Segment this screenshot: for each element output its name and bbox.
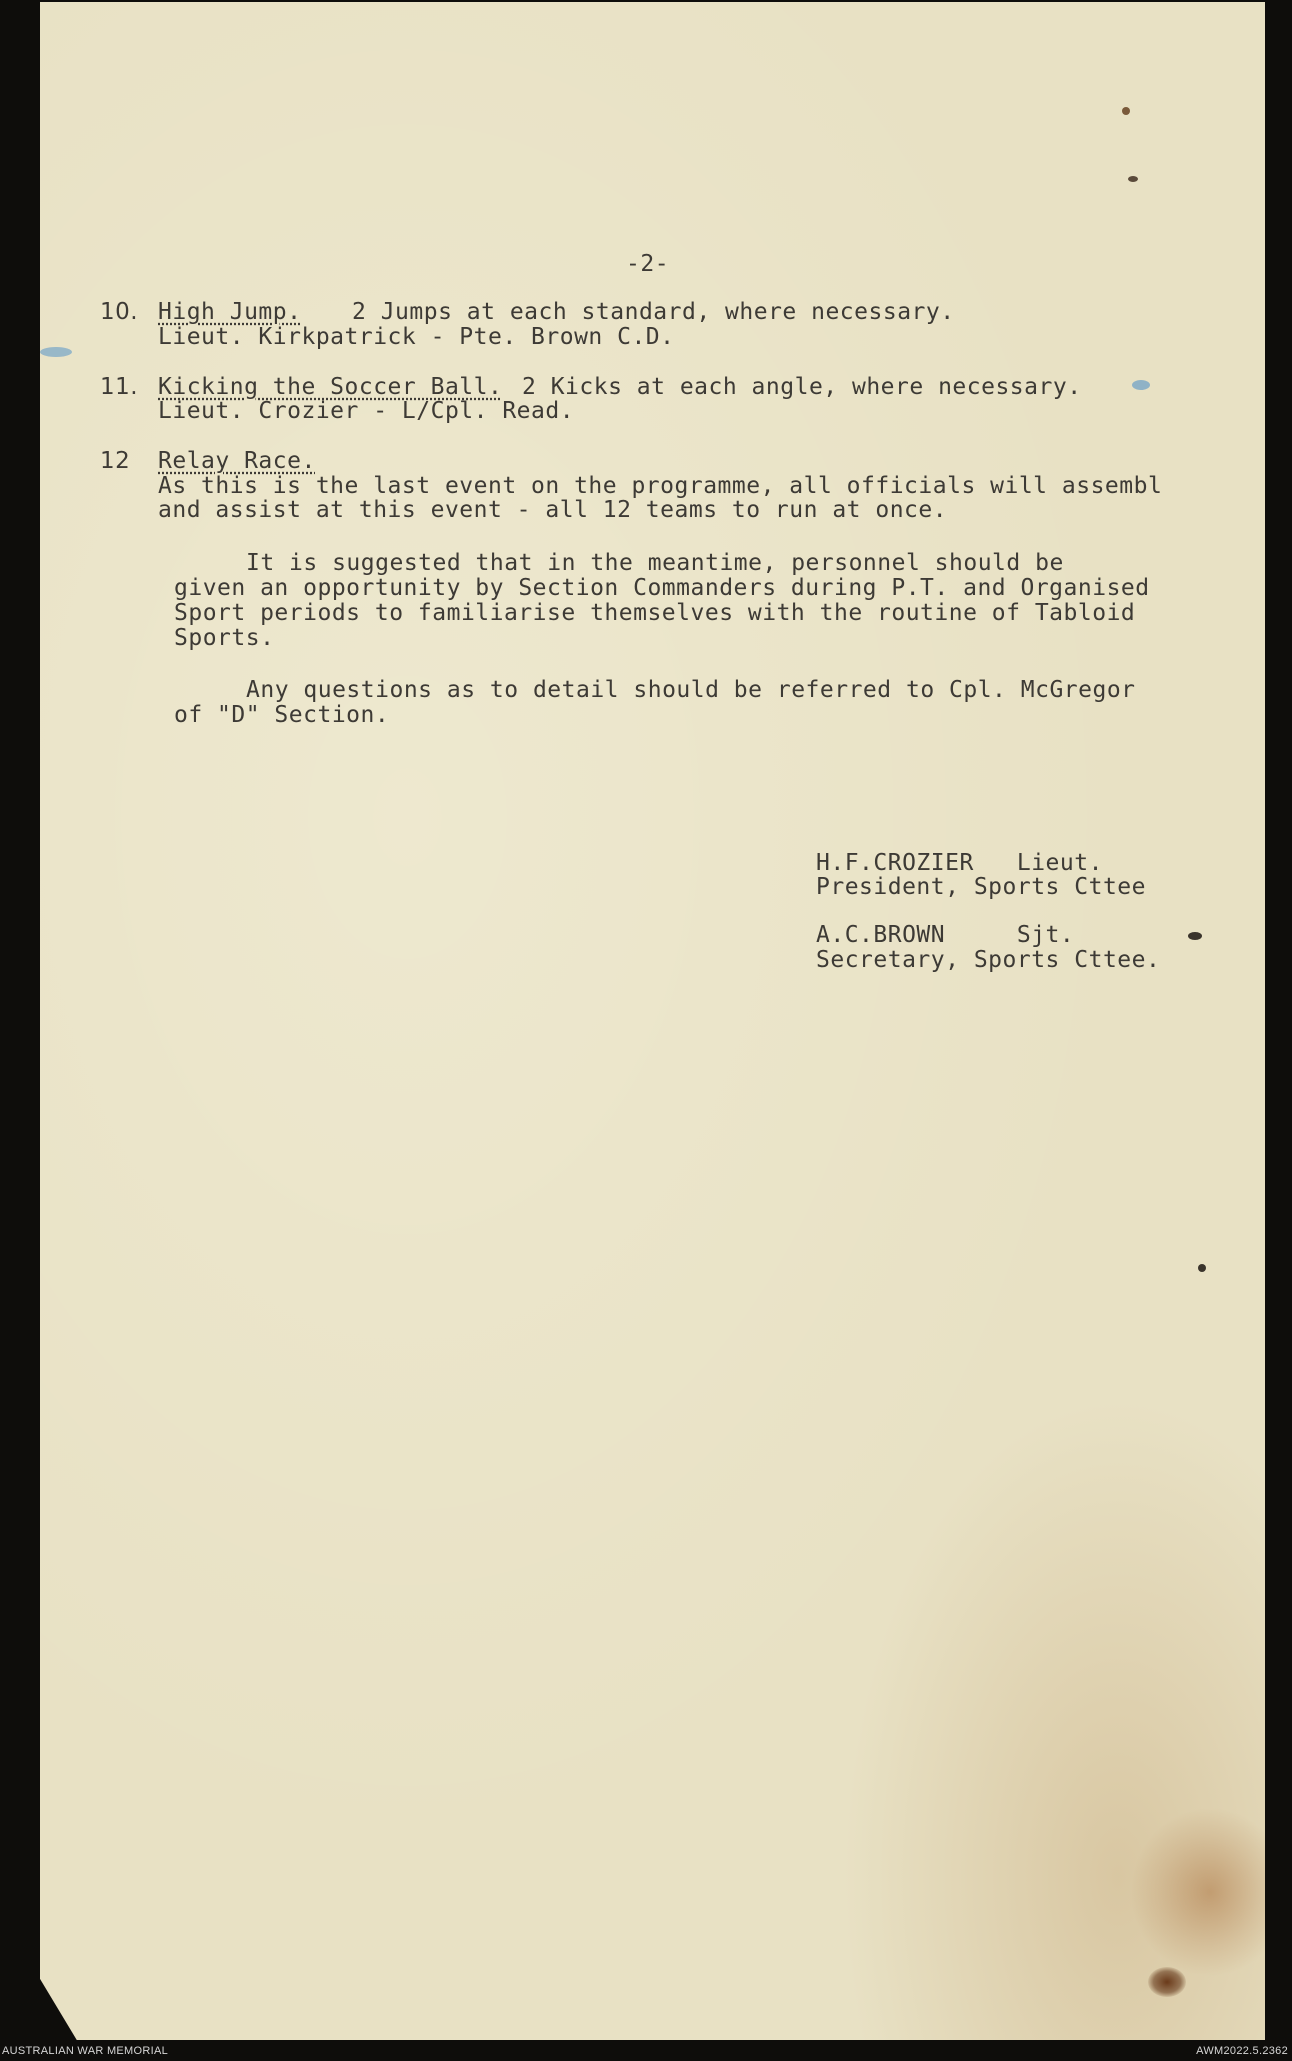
pin-mark: [1128, 176, 1138, 182]
burn-stain: [1130, 1807, 1290, 1977]
paragraph-line: It is suggested that in the meantime, personnel should be: [246, 550, 1064, 576]
page-number: -2-: [626, 251, 670, 277]
item-text: 2 Jumps at each standard, where necessary.: [352, 299, 955, 325]
signature-name: H.F.CROZIER Lieut.: [816, 850, 1103, 876]
item-title: Kicking the Soccer Ball.: [158, 374, 503, 400]
signature-role: Secretary, Sports Cttee.: [816, 947, 1161, 973]
item-number: 10.: [100, 299, 139, 325]
footer-archive: AUSTRALIAN WAR MEMORIAL: [2, 2045, 169, 2057]
paragraph-line: given an opportunity by Section Commanders during P.T. and Organised: [174, 575, 1150, 601]
ink-mark: [1132, 380, 1150, 390]
paragraph-line: Any questions as to detail should be referred to Cpl. McGregor: [246, 677, 1136, 703]
ink-mark: [40, 347, 72, 357]
signature-name: A.C.BROWN Sjt.: [816, 922, 1075, 948]
item-officials: Lieut. Crozier - L/Cpl. Read.: [158, 398, 575, 424]
item-title: High Jump.: [158, 299, 302, 325]
item-number: 11.: [100, 374, 139, 400]
item-title: Relay Race.: [158, 448, 316, 474]
item-officials: Lieut. Kirkpatrick - Pte. Brown C.D.: [158, 324, 675, 350]
footer-reference: AWM2022.5.2362: [1196, 2045, 1288, 2057]
item-number: 12: [100, 448, 131, 474]
item-line: and assist at this event - all 12 teams to run at once.: [158, 497, 948, 523]
burn-mark: [1148, 1967, 1186, 1997]
pin-mark: [1198, 1264, 1206, 1272]
paragraph-line: Sports.: [174, 625, 275, 651]
paragraph-line: Sport periods to familiarise themselves with the routine of Tabloid: [174, 600, 1136, 626]
pin-mark: [1122, 107, 1130, 115]
signature-role: President, Sports Cttee: [816, 874, 1146, 900]
paragraph-line: of "D" Section.: [174, 702, 390, 728]
item-line: As this is the last event on the programme, all officials will assembl: [158, 473, 1163, 499]
pin-mark: [1188, 932, 1202, 940]
item-text: 2 Kicks at each angle, where necessary.: [522, 374, 1082, 400]
